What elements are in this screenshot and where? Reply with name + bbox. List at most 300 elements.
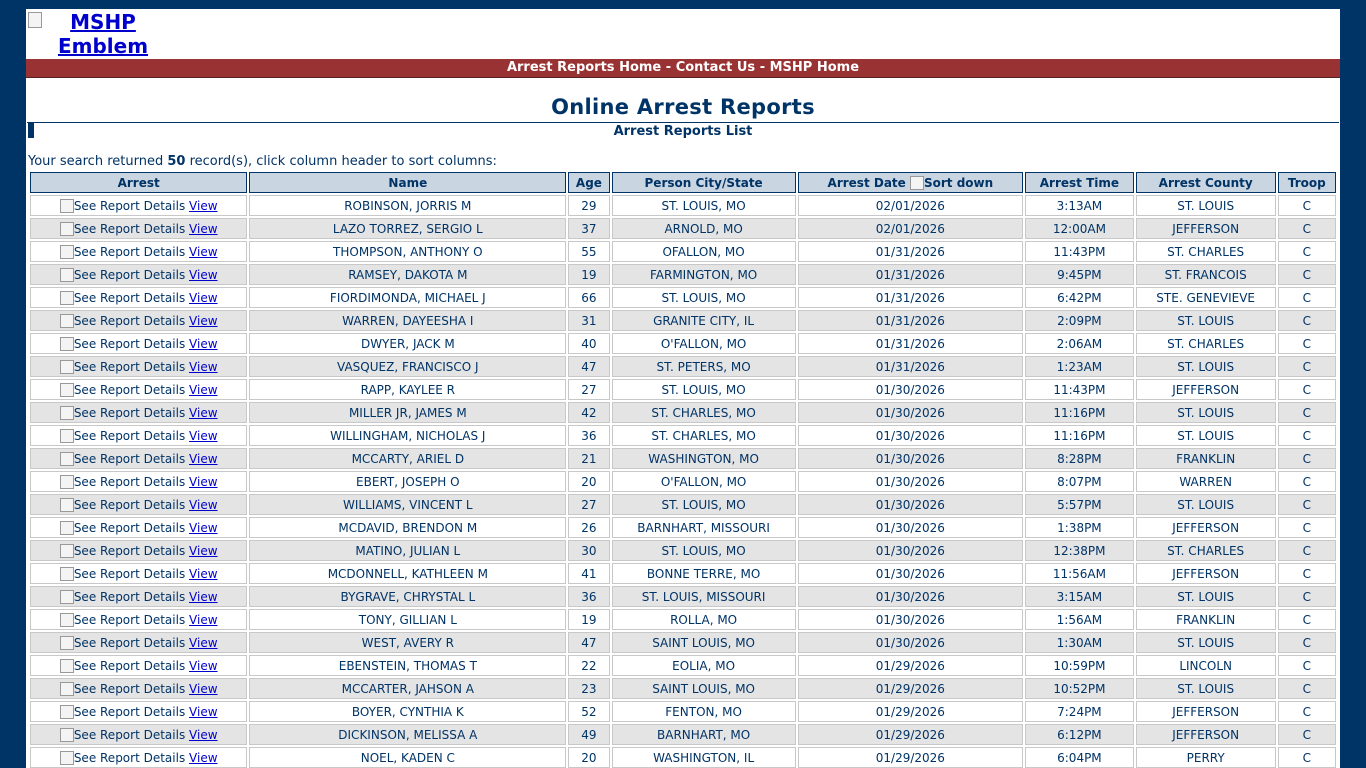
arrest-county-cell: ST. LOUIS	[1136, 494, 1276, 515]
city-state-cell: ST. LOUIS, MO	[612, 195, 796, 216]
arrest-county-cell: ST. LOUIS	[1136, 402, 1276, 423]
see-report-details-image[interactable]	[60, 199, 185, 213]
arrest-time-cell: 3:15AM	[1025, 586, 1134, 607]
age-cell: 29	[568, 195, 609, 216]
table-row	[30, 287, 1336, 308]
troop-cell: C	[1278, 701, 1336, 722]
view-report-link[interactable]: View	[189, 727, 218, 742]
name-cell: WARREN, DAYEESHA I	[249, 310, 566, 331]
arrest-date-cell: 01/31/2026	[798, 333, 1023, 354]
details-alt-text: See Report Details	[73, 244, 186, 259]
arrest-time-cell: 1:38PM	[1025, 517, 1134, 538]
name-cell: DICKINSON, MELISSA A	[249, 724, 566, 745]
view-report-link[interactable]: View	[189, 428, 218, 443]
arrest-cell	[30, 747, 247, 768]
city-state-cell: O'FALLON, MO	[612, 333, 796, 354]
troop-cell: C	[1278, 264, 1336, 285]
name-cell: RAMSEY, DAKOTA M	[249, 264, 566, 285]
arrest-date-cell: 01/30/2026	[798, 425, 1023, 446]
troop-cell: C	[1278, 517, 1336, 538]
details-alt-text: See Report Details	[73, 382, 186, 397]
arrest-date-cell: 01/29/2026	[798, 655, 1023, 676]
city-state-cell: ST. LOUIS, MO	[612, 540, 796, 561]
arrest-cell	[30, 494, 247, 515]
arrest-date-cell: 01/29/2026	[798, 678, 1023, 699]
troop-cell: C	[1278, 425, 1336, 446]
see-report-details-image[interactable]	[60, 682, 185, 696]
view-report-link[interactable]: View	[189, 520, 218, 535]
city-state-cell: OFALLON, MO	[612, 241, 796, 262]
broken-image-icon	[60, 291, 74, 305]
broken-image-icon	[60, 383, 74, 397]
city-state-cell: O'FALLON, MO	[612, 471, 796, 492]
sort-down-icon[interactable]	[910, 176, 924, 190]
see-report-details-image[interactable]	[60, 544, 185, 558]
arrest-county-cell: STE. GENEVIEVE	[1136, 287, 1276, 308]
see-report-details-image[interactable]	[60, 613, 185, 627]
arrest-county-cell: PERRY	[1136, 747, 1276, 768]
arrest-county-cell: FRANKLIN	[1136, 609, 1276, 630]
details-alt-text: See Report Details	[73, 290, 186, 305]
broken-image-icon	[60, 751, 74, 765]
arrest-time-cell: 8:28PM	[1025, 448, 1134, 469]
page-title: Online Arrest Reports	[551, 95, 815, 119]
name-cell: FIORDIMONDA, MICHAEL J	[249, 287, 566, 308]
see-report-details-image[interactable]	[60, 291, 185, 305]
see-report-details-image[interactable]	[60, 268, 185, 282]
view-report-link[interactable]: View	[189, 612, 218, 627]
see-report-details-image[interactable]	[60, 590, 185, 604]
arrest-date-cell: 01/31/2026	[798, 310, 1023, 331]
broken-image-icon	[60, 475, 74, 489]
arrest-date-cell: 01/30/2026	[798, 402, 1023, 423]
table-row	[30, 264, 1336, 285]
troop-cell: C	[1278, 540, 1336, 561]
arrest-time-cell: 12:38PM	[1025, 540, 1134, 561]
details-alt-text: See Report Details	[73, 336, 186, 351]
arrest-time-cell: 9:45PM	[1025, 264, 1134, 285]
broken-image-icon	[60, 728, 74, 742]
city-state-cell: ST. CHARLES, MO	[612, 425, 796, 446]
details-alt-text: See Report Details	[73, 704, 186, 719]
arrest-cell	[30, 425, 247, 446]
age-cell: 31	[568, 310, 609, 331]
city-state-cell: FARMINGTON, MO	[612, 264, 796, 285]
view-report-link[interactable]: View	[189, 497, 218, 512]
arrest-cell	[30, 609, 247, 630]
broken-image-icon	[60, 613, 74, 627]
troop-cell: C	[1278, 287, 1336, 308]
see-report-details-image[interactable]	[60, 383, 185, 397]
view-report-link[interactable]: View	[189, 543, 218, 558]
arrest-cell	[30, 701, 247, 722]
nav-arrest-reports-home[interactable]: Arrest Reports Home	[506, 60, 662, 75]
troop-cell: C	[1278, 379, 1336, 400]
page-container	[26, 9, 1340, 768]
city-state-cell: SAINT LOUIS, MO	[612, 632, 796, 653]
name-cell: RAPP, KAYLEE R	[249, 379, 566, 400]
broken-image-icon	[60, 245, 74, 259]
age-cell: 26	[568, 517, 609, 538]
age-cell: 23	[568, 678, 609, 699]
view-report-link[interactable]: View	[189, 405, 218, 420]
arrest-date-cell: 01/31/2026	[798, 264, 1023, 285]
view-report-link[interactable]: View	[189, 589, 218, 604]
arrest-cell	[30, 448, 247, 469]
age-cell: 27	[568, 494, 609, 515]
top-nav	[26, 59, 1340, 78]
see-report-details-image[interactable]	[60, 521, 185, 535]
view-report-link[interactable]: View	[189, 474, 218, 489]
emblem-alt-text: MSHP Emblem	[57, 10, 149, 58]
column-header-arrest-date[interactable]	[798, 172, 1023, 193]
broken-image-icon	[28, 12, 42, 28]
see-report-details-image[interactable]	[60, 498, 185, 512]
view-report-link[interactable]: View	[189, 451, 218, 466]
arrest-cell	[30, 241, 247, 262]
arrest-cell	[30, 678, 247, 699]
view-report-link[interactable]: View	[189, 382, 218, 397]
view-report-link[interactable]: View	[189, 313, 218, 328]
details-alt-text: See Report Details	[73, 543, 186, 558]
view-report-link[interactable]: View	[189, 267, 218, 282]
details-alt-text: See Report Details	[73, 359, 186, 374]
see-report-details-image[interactable]	[60, 337, 185, 351]
name-cell: VASQUEZ, FRANCISCO J	[249, 356, 566, 377]
details-alt-text: See Report Details	[73, 520, 186, 535]
arrest-county-cell: JEFFERSON	[1136, 724, 1276, 745]
city-state-cell: ST. LOUIS, MO	[612, 287, 796, 308]
view-report-link[interactable]: View	[189, 658, 218, 673]
city-state-cell: GRANITE CITY, IL	[612, 310, 796, 331]
view-report-link[interactable]: View	[189, 681, 218, 696]
troop-cell: C	[1278, 586, 1336, 607]
city-state-cell: ROLLA, MO	[612, 609, 796, 630]
table-row	[30, 701, 1336, 722]
name-cell: MILLER JR, JAMES M	[249, 402, 566, 423]
arrest-cell	[30, 310, 247, 331]
arrest-date-cell: 01/30/2026	[798, 471, 1023, 492]
arrest-county-cell: LINCOLN	[1136, 655, 1276, 676]
name-cell: THOMPSON, ANTHONY O	[249, 241, 566, 262]
age-cell: 36	[568, 586, 609, 607]
nav-mshp-home[interactable]: MSHP Home	[769, 60, 860, 75]
arrest-county-cell: ST. CHARLES	[1136, 333, 1276, 354]
arrest-cell	[30, 632, 247, 653]
details-alt-text: See Report Details	[73, 589, 186, 604]
name-cell: DWYER, JACK M	[249, 333, 566, 354]
broken-image-icon	[60, 705, 74, 719]
city-state-cell: BARNHART, MISSOURI	[612, 517, 796, 538]
see-report-details-image[interactable]	[60, 314, 185, 328]
troop-cell: C	[1278, 356, 1336, 377]
name-cell: EBERT, JOSEPH O	[249, 471, 566, 492]
see-report-details-image[interactable]	[60, 751, 185, 765]
arrest-cell	[30, 356, 247, 377]
troop-cell: C	[1278, 655, 1336, 676]
details-alt-text: See Report Details	[73, 612, 186, 627]
arrest-cell	[30, 287, 247, 308]
details-alt-text: See Report Details	[73, 428, 186, 443]
see-report-details-image[interactable]	[60, 360, 185, 374]
view-report-link[interactable]: View	[189, 704, 218, 719]
table-row	[30, 632, 1336, 653]
see-report-details-image[interactable]	[60, 705, 185, 719]
broken-image-icon	[60, 498, 74, 512]
view-report-link[interactable]: View	[189, 750, 218, 765]
view-report-link[interactable]: View	[189, 635, 218, 650]
arrest-county-cell: ST. CHARLES	[1136, 241, 1276, 262]
arrest-cell	[30, 563, 247, 584]
see-report-details-image[interactable]	[60, 222, 185, 236]
broken-image-icon	[60, 682, 74, 696]
age-cell: 42	[568, 402, 609, 423]
arrest-cell	[30, 333, 247, 354]
age-cell: 27	[568, 379, 609, 400]
see-report-details-image[interactable]	[60, 429, 185, 443]
view-report-link[interactable]: View	[189, 198, 218, 213]
banner	[26, 9, 1340, 59]
name-cell: LAZO TORREZ, SERGIO L	[249, 218, 566, 239]
arrest-county-cell: ST. LOUIS	[1136, 425, 1276, 446]
table-row	[30, 448, 1336, 469]
title-divider	[27, 122, 1339, 123]
nav-contact-us[interactable]: Contact Us	[675, 60, 756, 75]
details-alt-text: See Report Details	[73, 221, 186, 236]
table-row	[30, 402, 1336, 423]
arrest-county-cell: ST. FRANCOIS	[1136, 264, 1276, 285]
details-alt-text: See Report Details	[73, 313, 186, 328]
name-cell: WEST, AVERY R	[249, 632, 566, 653]
arrest-county-cell: ST. CHARLES	[1136, 540, 1276, 561]
sort-down-alt-text: Sort down	[924, 175, 994, 190]
city-state-cell: ST. LOUIS, MO	[612, 379, 796, 400]
troop-cell: C	[1278, 471, 1336, 492]
summary-suffix: record(s), click column header to sort columns:	[189, 154, 497, 169]
view-report-link[interactable]: View	[189, 221, 218, 236]
see-report-details-image[interactable]	[60, 406, 185, 420]
arrest-county-cell: JEFFERSON	[1136, 563, 1276, 584]
summary-prefix: Your search returned	[28, 154, 164, 169]
arrest-cell	[30, 402, 247, 423]
see-report-details-image[interactable]	[60, 567, 185, 581]
arrest-county-cell: JEFFERSON	[1136, 379, 1276, 400]
see-report-details-image[interactable]	[60, 636, 185, 650]
age-cell: 55	[568, 241, 609, 262]
arrest-date-cell: 01/30/2026	[798, 563, 1023, 584]
name-cell: WILLINGHAM, NICHOLAS J	[249, 425, 566, 446]
arrest-date-cell: 01/31/2026	[798, 356, 1023, 377]
arrest-cell	[30, 218, 247, 239]
table-row	[30, 356, 1336, 377]
table-row	[30, 678, 1336, 699]
table-row	[30, 333, 1336, 354]
arrest-time-cell: 5:57PM	[1025, 494, 1134, 515]
details-alt-text: See Report Details	[73, 474, 186, 489]
name-cell: MCDAVID, BRENDON M	[249, 517, 566, 538]
table-row	[30, 540, 1336, 561]
table-row	[30, 195, 1336, 216]
name-cell: TONY, GILLIAN L	[249, 609, 566, 630]
record-count: 50	[167, 154, 186, 169]
mshp-emblem-image[interactable]	[28, 10, 178, 58]
troop-cell: C	[1278, 402, 1336, 423]
arrest-time-cell: 11:56AM	[1025, 563, 1134, 584]
name-cell: EBENSTEIN, THOMAS T	[249, 655, 566, 676]
column-header-arrest-time[interactable]: Arrest Time	[1025, 172, 1134, 193]
arrest-date-label: Arrest Date	[827, 175, 906, 190]
arrest-date-cell: 02/01/2026	[798, 218, 1023, 239]
arrest-cell	[30, 264, 247, 285]
arrest-cell	[30, 379, 247, 400]
details-alt-text: See Report Details	[73, 405, 186, 420]
name-cell: BOYER, CYNTHIA K	[249, 701, 566, 722]
arrest-cell	[30, 471, 247, 492]
see-report-details-image[interactable]	[60, 659, 185, 673]
column-header-arrest-county[interactable]: Arrest County	[1136, 172, 1276, 193]
table-row	[30, 310, 1336, 331]
city-state-cell: BARNHART, MO	[612, 724, 796, 745]
see-report-details-image[interactable]	[60, 245, 185, 259]
table-row	[30, 655, 1336, 676]
arrest-time-cell: 8:07PM	[1025, 471, 1134, 492]
details-alt-text: See Report Details	[73, 566, 186, 581]
arrest-date-cell: 01/29/2026	[798, 701, 1023, 722]
table-row	[30, 241, 1336, 262]
arrest-cell	[30, 517, 247, 538]
arrest-time-cell: 2:09PM	[1025, 310, 1134, 331]
table-row	[30, 724, 1336, 745]
view-report-link[interactable]: View	[189, 290, 218, 305]
name-cell: ROBINSON, JORRIS M	[249, 195, 566, 216]
search-summary	[28, 154, 497, 169]
column-header-person-city-state[interactable]: Person City/State	[612, 172, 796, 193]
city-state-cell: WASHINGTON, MO	[612, 448, 796, 469]
arrest-time-cell: 10:59PM	[1025, 655, 1134, 676]
troop-cell: C	[1278, 724, 1336, 745]
view-report-link[interactable]: View	[189, 359, 218, 374]
arrest-county-cell: ST. LOUIS	[1136, 310, 1276, 331]
page-subtitle: Arrest Reports List	[613, 124, 753, 139]
arrest-county-cell: WARREN	[1136, 471, 1276, 492]
arrest-time-cell: 6:42PM	[1025, 287, 1134, 308]
arrest-time-cell: 1:23AM	[1025, 356, 1134, 377]
troop-cell: C	[1278, 333, 1336, 354]
see-report-details-image[interactable]	[60, 475, 185, 489]
name-cell: MCCARTER, JAHSON A	[249, 678, 566, 699]
arrest-county-cell: FRANKLIN	[1136, 448, 1276, 469]
column-header-name[interactable]: Name	[249, 172, 566, 193]
city-state-cell: ST. LOUIS, MISSOURI	[612, 586, 796, 607]
name-cell: MATINO, JULIAN L	[249, 540, 566, 561]
broken-image-icon	[60, 521, 74, 535]
arrest-cell	[30, 655, 247, 676]
troop-cell: C	[1278, 563, 1336, 584]
broken-image-icon	[60, 636, 74, 650]
arrest-date-cell: 01/31/2026	[798, 241, 1023, 262]
table-row	[30, 517, 1336, 538]
broken-image-icon	[60, 199, 74, 213]
arrest-county-cell: ST. LOUIS	[1136, 678, 1276, 699]
table-row	[30, 494, 1336, 515]
nav-separator: -	[755, 60, 770, 75]
troop-cell: C	[1278, 494, 1336, 515]
troop-cell: C	[1278, 678, 1336, 699]
arrest-time-cell: 11:43PM	[1025, 379, 1134, 400]
arrest-time-cell: 10:52PM	[1025, 678, 1134, 699]
arrest-county-cell: ST. LOUIS	[1136, 356, 1276, 377]
table-row	[30, 425, 1336, 446]
arrest-county-cell: JEFFERSON	[1136, 218, 1276, 239]
arrest-date-cell: 01/31/2026	[798, 287, 1023, 308]
troop-cell: C	[1278, 310, 1336, 331]
broken-image-icon	[60, 222, 74, 236]
details-alt-text: See Report Details	[73, 497, 186, 512]
broken-image-icon	[60, 268, 74, 282]
column-header-age[interactable]: Age	[568, 172, 609, 193]
broken-image-icon	[60, 452, 74, 466]
arrest-county-cell: ST. LOUIS	[1136, 632, 1276, 653]
broken-image-icon	[60, 544, 74, 558]
age-cell: 47	[568, 356, 609, 377]
table-row	[30, 747, 1336, 768]
name-cell: WILLIAMS, VINCENT L	[249, 494, 566, 515]
city-state-cell: BONNE TERRE, MO	[612, 563, 796, 584]
details-alt-text: See Report Details	[73, 658, 186, 673]
details-alt-text: See Report Details	[73, 451, 186, 466]
view-report-link[interactable]: View	[189, 336, 218, 351]
city-state-cell: FENTON, MO	[612, 701, 796, 722]
arrest-date-cell: 01/30/2026	[798, 494, 1023, 515]
broken-image-icon	[60, 360, 74, 374]
arrest-time-cell: 1:30AM	[1025, 632, 1134, 653]
view-report-link[interactable]: View	[189, 566, 218, 581]
arrest-time-cell: 2:06AM	[1025, 333, 1134, 354]
view-report-link[interactable]: View	[189, 244, 218, 259]
see-report-details-image[interactable]	[60, 728, 185, 742]
arrest-date-cell: 02/01/2026	[798, 195, 1023, 216]
table-header-row	[30, 172, 1336, 193]
table-row	[30, 586, 1336, 607]
arrest-time-cell: 12:00AM	[1025, 218, 1134, 239]
troop-cell: C	[1278, 195, 1336, 216]
city-state-cell: WASHINGTON, IL	[612, 747, 796, 768]
see-report-details-image[interactable]	[60, 452, 185, 466]
table-row	[30, 379, 1336, 400]
arrest-county-cell: ST. LOUIS	[1136, 586, 1276, 607]
arrest-time-cell: 11:16PM	[1025, 425, 1134, 446]
broken-image-icon	[60, 406, 74, 420]
city-state-cell: EOLIA, MO	[612, 655, 796, 676]
arrest-time-cell: 6:12PM	[1025, 724, 1134, 745]
arrest-time-cell: 7:24PM	[1025, 701, 1134, 722]
arrest-time-cell: 11:43PM	[1025, 241, 1134, 262]
arrest-time-cell: 1:56AM	[1025, 609, 1134, 630]
arrest-county-cell: ST. LOUIS	[1136, 195, 1276, 216]
details-alt-text: See Report Details	[73, 750, 186, 765]
age-cell: 19	[568, 264, 609, 285]
age-cell: 37	[568, 218, 609, 239]
arrest-time-cell: 3:13AM	[1025, 195, 1134, 216]
column-header-troop[interactable]: Troop	[1278, 172, 1336, 193]
arrest-date-cell: 01/30/2026	[798, 448, 1023, 469]
arrest-cell	[30, 540, 247, 561]
broken-image-icon	[60, 567, 74, 581]
age-cell: 20	[568, 471, 609, 492]
age-cell: 52	[568, 701, 609, 722]
column-header-arrest[interactable]: Arrest	[30, 172, 247, 193]
table-row	[30, 609, 1336, 630]
